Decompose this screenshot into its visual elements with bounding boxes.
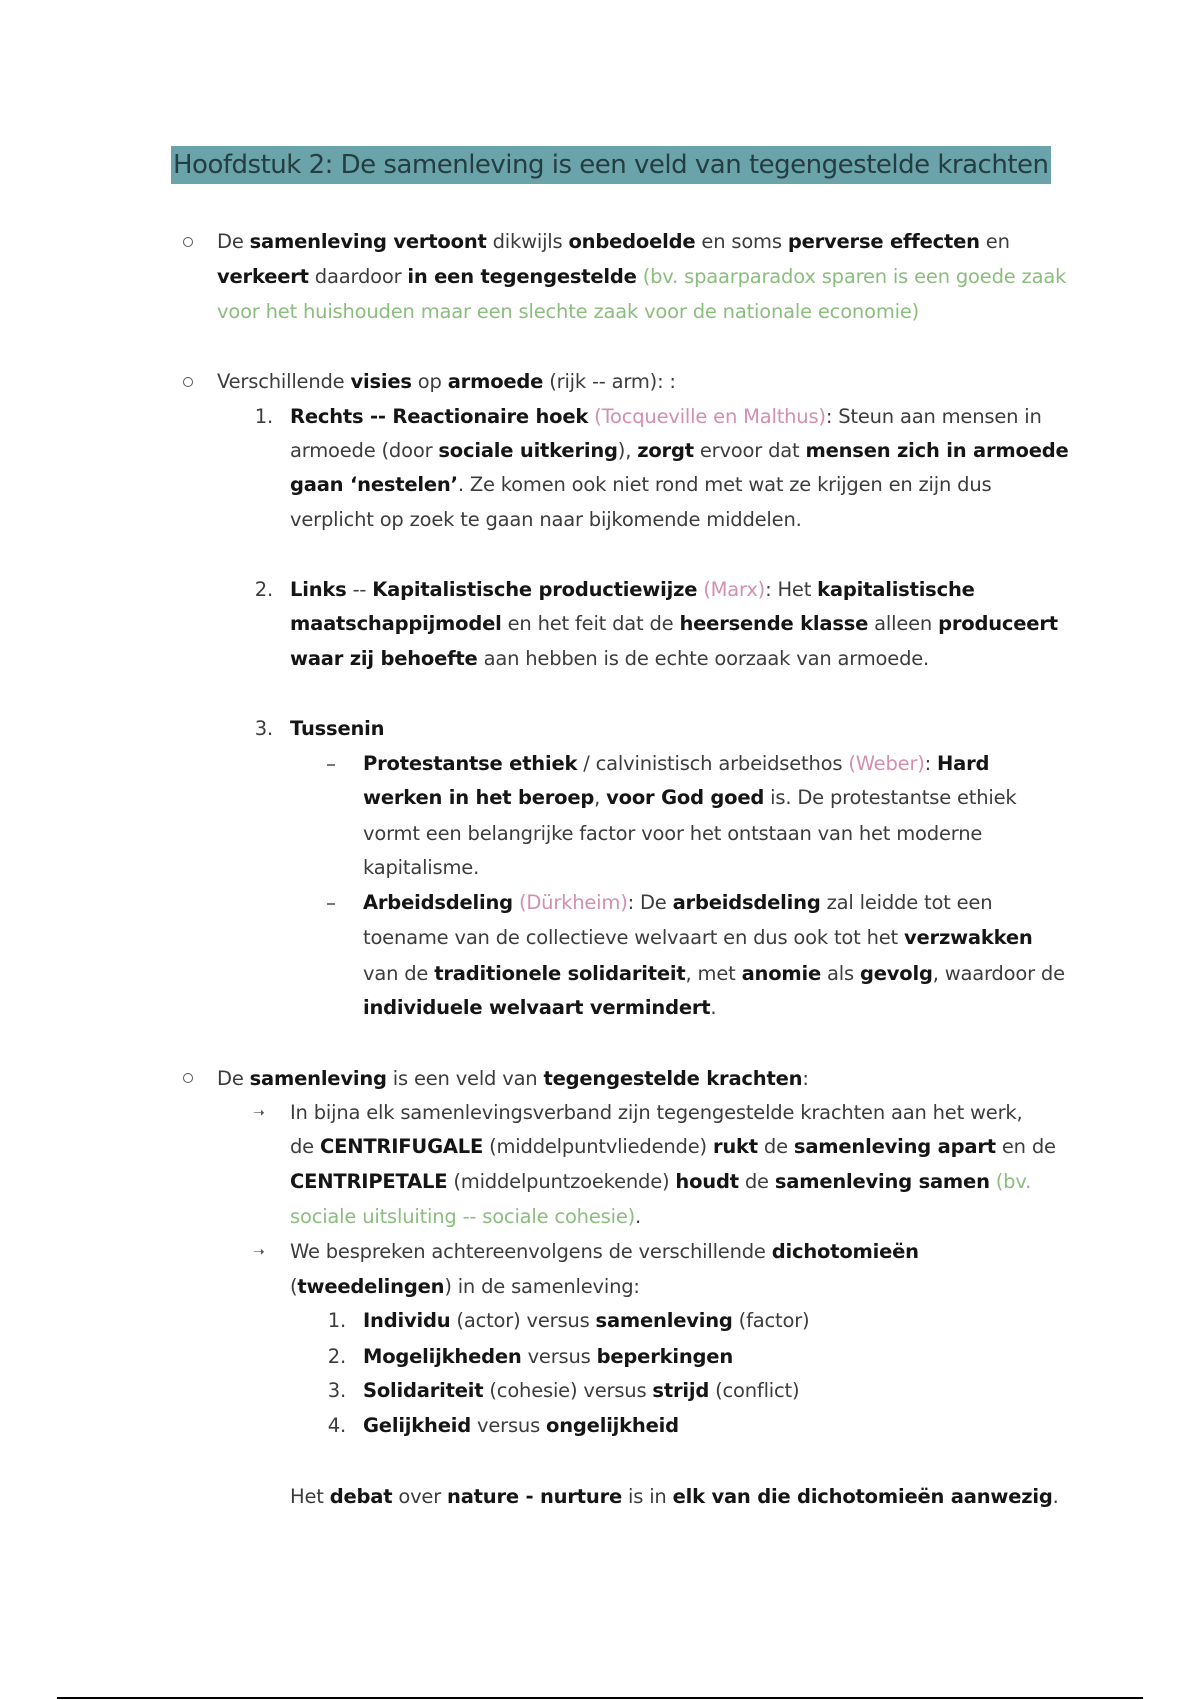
list-number: 1. <box>254 405 273 428</box>
text: : De <box>627 891 673 914</box>
paragraph-line <box>290 400 1042 434</box>
bold-text: gevolg <box>859 962 933 985</box>
text: : <box>924 752 938 775</box>
bold-text: dichotomieën <box>771 1240 919 1263</box>
bold-text: Solidariteit <box>363 1379 484 1402</box>
bold-text: Individu <box>363 1309 451 1332</box>
text: (middelpuntzoekende) <box>447 1170 676 1193</box>
text: (cohesie) versus <box>483 1379 653 1402</box>
bold-text: samenleving <box>249 1067 387 1090</box>
text: alleen <box>868 612 939 635</box>
bold-text: heersende klasse <box>679 612 869 635</box>
paragraph-line <box>290 503 802 537</box>
list-number: 2. <box>327 1345 346 1368</box>
arrow-bullet-icon: ➝ <box>253 1244 265 1260</box>
bold-text: produceert <box>938 612 1058 635</box>
text: (rijk -- arm): : <box>543 370 676 393</box>
paragraph-line <box>363 817 982 851</box>
list-number: 3. <box>327 1379 346 1402</box>
author-text: (Weber) <box>848 752 925 775</box>
bold-text: verkeert <box>217 265 309 288</box>
paragraph-line <box>363 851 479 885</box>
bold-text: samenleving vertoont <box>249 230 487 253</box>
list-item <box>363 1374 799 1408</box>
bold-text: traditionele solidariteit <box>434 962 686 985</box>
bold-text: perverse effecten <box>787 230 980 253</box>
author-text: (Dürkheim) <box>518 891 628 914</box>
paragraph-line <box>217 295 919 329</box>
bold-text: anomie <box>741 962 822 985</box>
text: de <box>290 1135 320 1158</box>
text: kapitalisme. <box>363 856 480 879</box>
list-item <box>363 1304 809 1338</box>
text: versus <box>471 1414 547 1437</box>
paragraph-line <box>290 1235 919 1269</box>
text: de <box>757 1135 794 1158</box>
text: toename van de collectieve welvaart en dus ook tot het <box>363 926 904 949</box>
paragraph-line <box>217 260 1066 294</box>
bold-text: nature - nurture <box>447 1485 623 1508</box>
text: -- <box>346 578 373 601</box>
text: ), <box>617 439 638 462</box>
bold-text: maatschappijmodel <box>290 612 502 635</box>
bold-text: Arbeidsdeling <box>363 891 513 914</box>
bold-text: Gelijkheid <box>363 1414 472 1437</box>
paragraph-line <box>290 712 384 746</box>
example-text: (bv. <box>995 1170 1032 1193</box>
text: : Steun aan mensen in <box>825 405 1042 428</box>
paragraph-line <box>363 921 1033 955</box>
paragraph-line <box>363 886 992 920</box>
bold-text: Links <box>290 578 347 601</box>
list-item <box>363 1409 679 1443</box>
bold-text: ongelijkheid <box>546 1414 679 1437</box>
text: daardoor <box>308 265 408 288</box>
text: (middelpuntvliedende) <box>483 1135 713 1158</box>
bold-text: Hard <box>937 752 990 775</box>
bold-text: tegengestelde krachten <box>543 1067 803 1090</box>
paragraph-line <box>290 468 991 502</box>
text: en de <box>995 1135 1056 1158</box>
text: . <box>710 996 717 1019</box>
text: , <box>594 786 607 809</box>
text: zal leidde tot een <box>820 891 993 914</box>
text: ( <box>290 1275 298 1298</box>
bold-text: in een tegengestelde <box>407 265 637 288</box>
author-text: (Marx) <box>703 578 766 601</box>
paragraph-line <box>290 1096 1023 1130</box>
text: als <box>821 962 860 985</box>
text: De <box>217 1067 250 1090</box>
dash-bullet-icon <box>327 764 335 766</box>
example-text: (bv. spaarparadox sparen is een goede zaak <box>642 265 1067 288</box>
bold-text: beperkingen <box>596 1345 734 1368</box>
text: verplicht op zoek te gaan naar bijkomende middelen. <box>290 508 802 531</box>
bold-text: armoede <box>447 370 544 393</box>
text: en het feit dat de <box>501 612 680 635</box>
bold-text: mensen zich in armoede <box>805 439 1069 462</box>
bold-text: debat <box>329 1485 393 1508</box>
bold-text: sociale uitkering <box>438 439 618 462</box>
text: Het <box>290 1485 330 1508</box>
bold-text: samenleving <box>595 1309 733 1332</box>
text: en <box>979 230 1010 253</box>
text: / calvinistisch arbeidsethos <box>577 752 849 775</box>
bold-text: zorgt <box>637 439 694 462</box>
chapter-title: Hoofdstuk 2: De samenleving is een veld van tegengestelde krachten <box>171 146 1051 184</box>
bold-text: gaan ‘nestelen’ <box>290 473 458 496</box>
paragraph-line <box>217 1062 809 1096</box>
paragraph-line <box>363 991 716 1025</box>
paragraph-line <box>363 781 1017 815</box>
bold-text: onbedoelde <box>568 230 696 253</box>
paragraph-line <box>290 1270 640 1304</box>
text: Verschillende <box>217 370 351 393</box>
text: (actor) versus <box>450 1309 596 1332</box>
text: : <box>802 1067 809 1090</box>
text: en soms <box>695 230 788 253</box>
bold-text: CENTRIFUGALE <box>319 1135 484 1158</box>
text: : Het <box>765 578 818 601</box>
arrow-bullet-icon: ➝ <box>253 1105 265 1121</box>
text: In bijna elk samenlevingsverband zijn tegengestelde krachten aan het werk, <box>290 1101 1023 1124</box>
text: is. De protestantse ethiek <box>764 786 1017 809</box>
text: is een veld van <box>386 1067 544 1090</box>
bold-text: tweedelingen <box>297 1275 445 1298</box>
bold-text: voor God goed <box>606 786 765 809</box>
list-number: 2. <box>254 578 273 601</box>
closing-sentence <box>290 1480 1059 1514</box>
bold-text: samenleving apart <box>793 1135 996 1158</box>
text: op <box>411 370 448 393</box>
bold-text: individuele welvaart vermindert <box>363 996 711 1019</box>
bold-text: werken in het beroep <box>363 786 595 809</box>
text: ) in de samenleving: <box>444 1275 640 1298</box>
bold-text: waar zij behoefte <box>290 647 478 670</box>
paragraph-line <box>290 1130 1056 1164</box>
text: over <box>392 1485 448 1508</box>
bold-text: rukt <box>712 1135 758 1158</box>
text: aan hebben is de echte oorzaak van armoede. <box>477 647 930 670</box>
hollow-bullet-icon <box>183 1073 193 1083</box>
author-text: (Tocqueville en Malthus) <box>594 405 826 428</box>
paragraph-line <box>290 1200 641 1234</box>
text: vormt een belangrijke factor voor het ontstaan van het moderne <box>363 822 983 845</box>
bold-text: Protestantse ethiek <box>363 752 578 775</box>
bold-text: kapitalistische <box>817 578 975 601</box>
list-number: 4. <box>327 1414 346 1437</box>
bold-text: Rechts -- Reactionaire hoek <box>290 405 589 428</box>
example-text: sociale uitsluiting -- sociale cohesie) <box>290 1205 636 1228</box>
text: dikwijls <box>486 230 569 253</box>
list-number: 3. <box>254 717 273 740</box>
text: . Ze komen ook niet rond met wat ze krijgen en zijn dus <box>457 473 992 496</box>
bold-text: samenleving samen <box>774 1170 990 1193</box>
text: armoede (door <box>290 439 439 462</box>
paragraph-line <box>290 607 1058 641</box>
paragraph-line <box>290 434 1069 468</box>
bold-text: houdt <box>675 1170 739 1193</box>
page-bottom-rule <box>57 1697 1143 1699</box>
paragraph-line <box>290 1165 1031 1199</box>
text: van de <box>363 962 435 985</box>
text: . <box>635 1205 642 1228</box>
bold-text: strijd <box>652 1379 710 1402</box>
text: , waardoor de <box>932 962 1065 985</box>
hollow-bullet-icon <box>183 377 193 387</box>
bold-text: visies <box>350 370 412 393</box>
text: We bespreken achtereenvolgens de verschillende <box>290 1240 772 1263</box>
paragraph-line <box>363 957 1065 991</box>
bold-text: CENTRIPETALE <box>290 1170 448 1193</box>
text: versus <box>521 1345 597 1368</box>
paragraph-line <box>290 642 929 676</box>
dash-bullet-icon <box>327 903 335 905</box>
text: de <box>738 1170 775 1193</box>
text: ervoor dat <box>693 439 806 462</box>
text: is in <box>622 1485 673 1508</box>
bold-text: elk van die dichotomieën aanwezig <box>672 1485 1053 1508</box>
hollow-bullet-icon <box>183 237 193 247</box>
text: , met <box>685 962 742 985</box>
text: De <box>217 230 250 253</box>
text: . <box>1052 1485 1059 1508</box>
text: (conflict) <box>709 1379 800 1402</box>
bold-text: arbeidsdeling <box>672 891 821 914</box>
paragraph-line <box>290 573 975 607</box>
paragraph-line <box>217 365 676 399</box>
list-number: 1. <box>327 1309 346 1332</box>
bold-text: Kapitalistische productiewijze <box>372 578 698 601</box>
list-item <box>363 1340 733 1374</box>
bold-text: Tussenin <box>290 717 385 740</box>
paragraph-line <box>363 747 989 781</box>
bold-text: verzwakken <box>903 926 1033 949</box>
bold-text: Mogelijkheden <box>363 1345 522 1368</box>
example-text: voor het huishouden maar een slechte zaak voor de nationale economie) <box>217 300 920 323</box>
paragraph-line <box>217 225 1010 259</box>
text: (factor) <box>732 1309 810 1332</box>
